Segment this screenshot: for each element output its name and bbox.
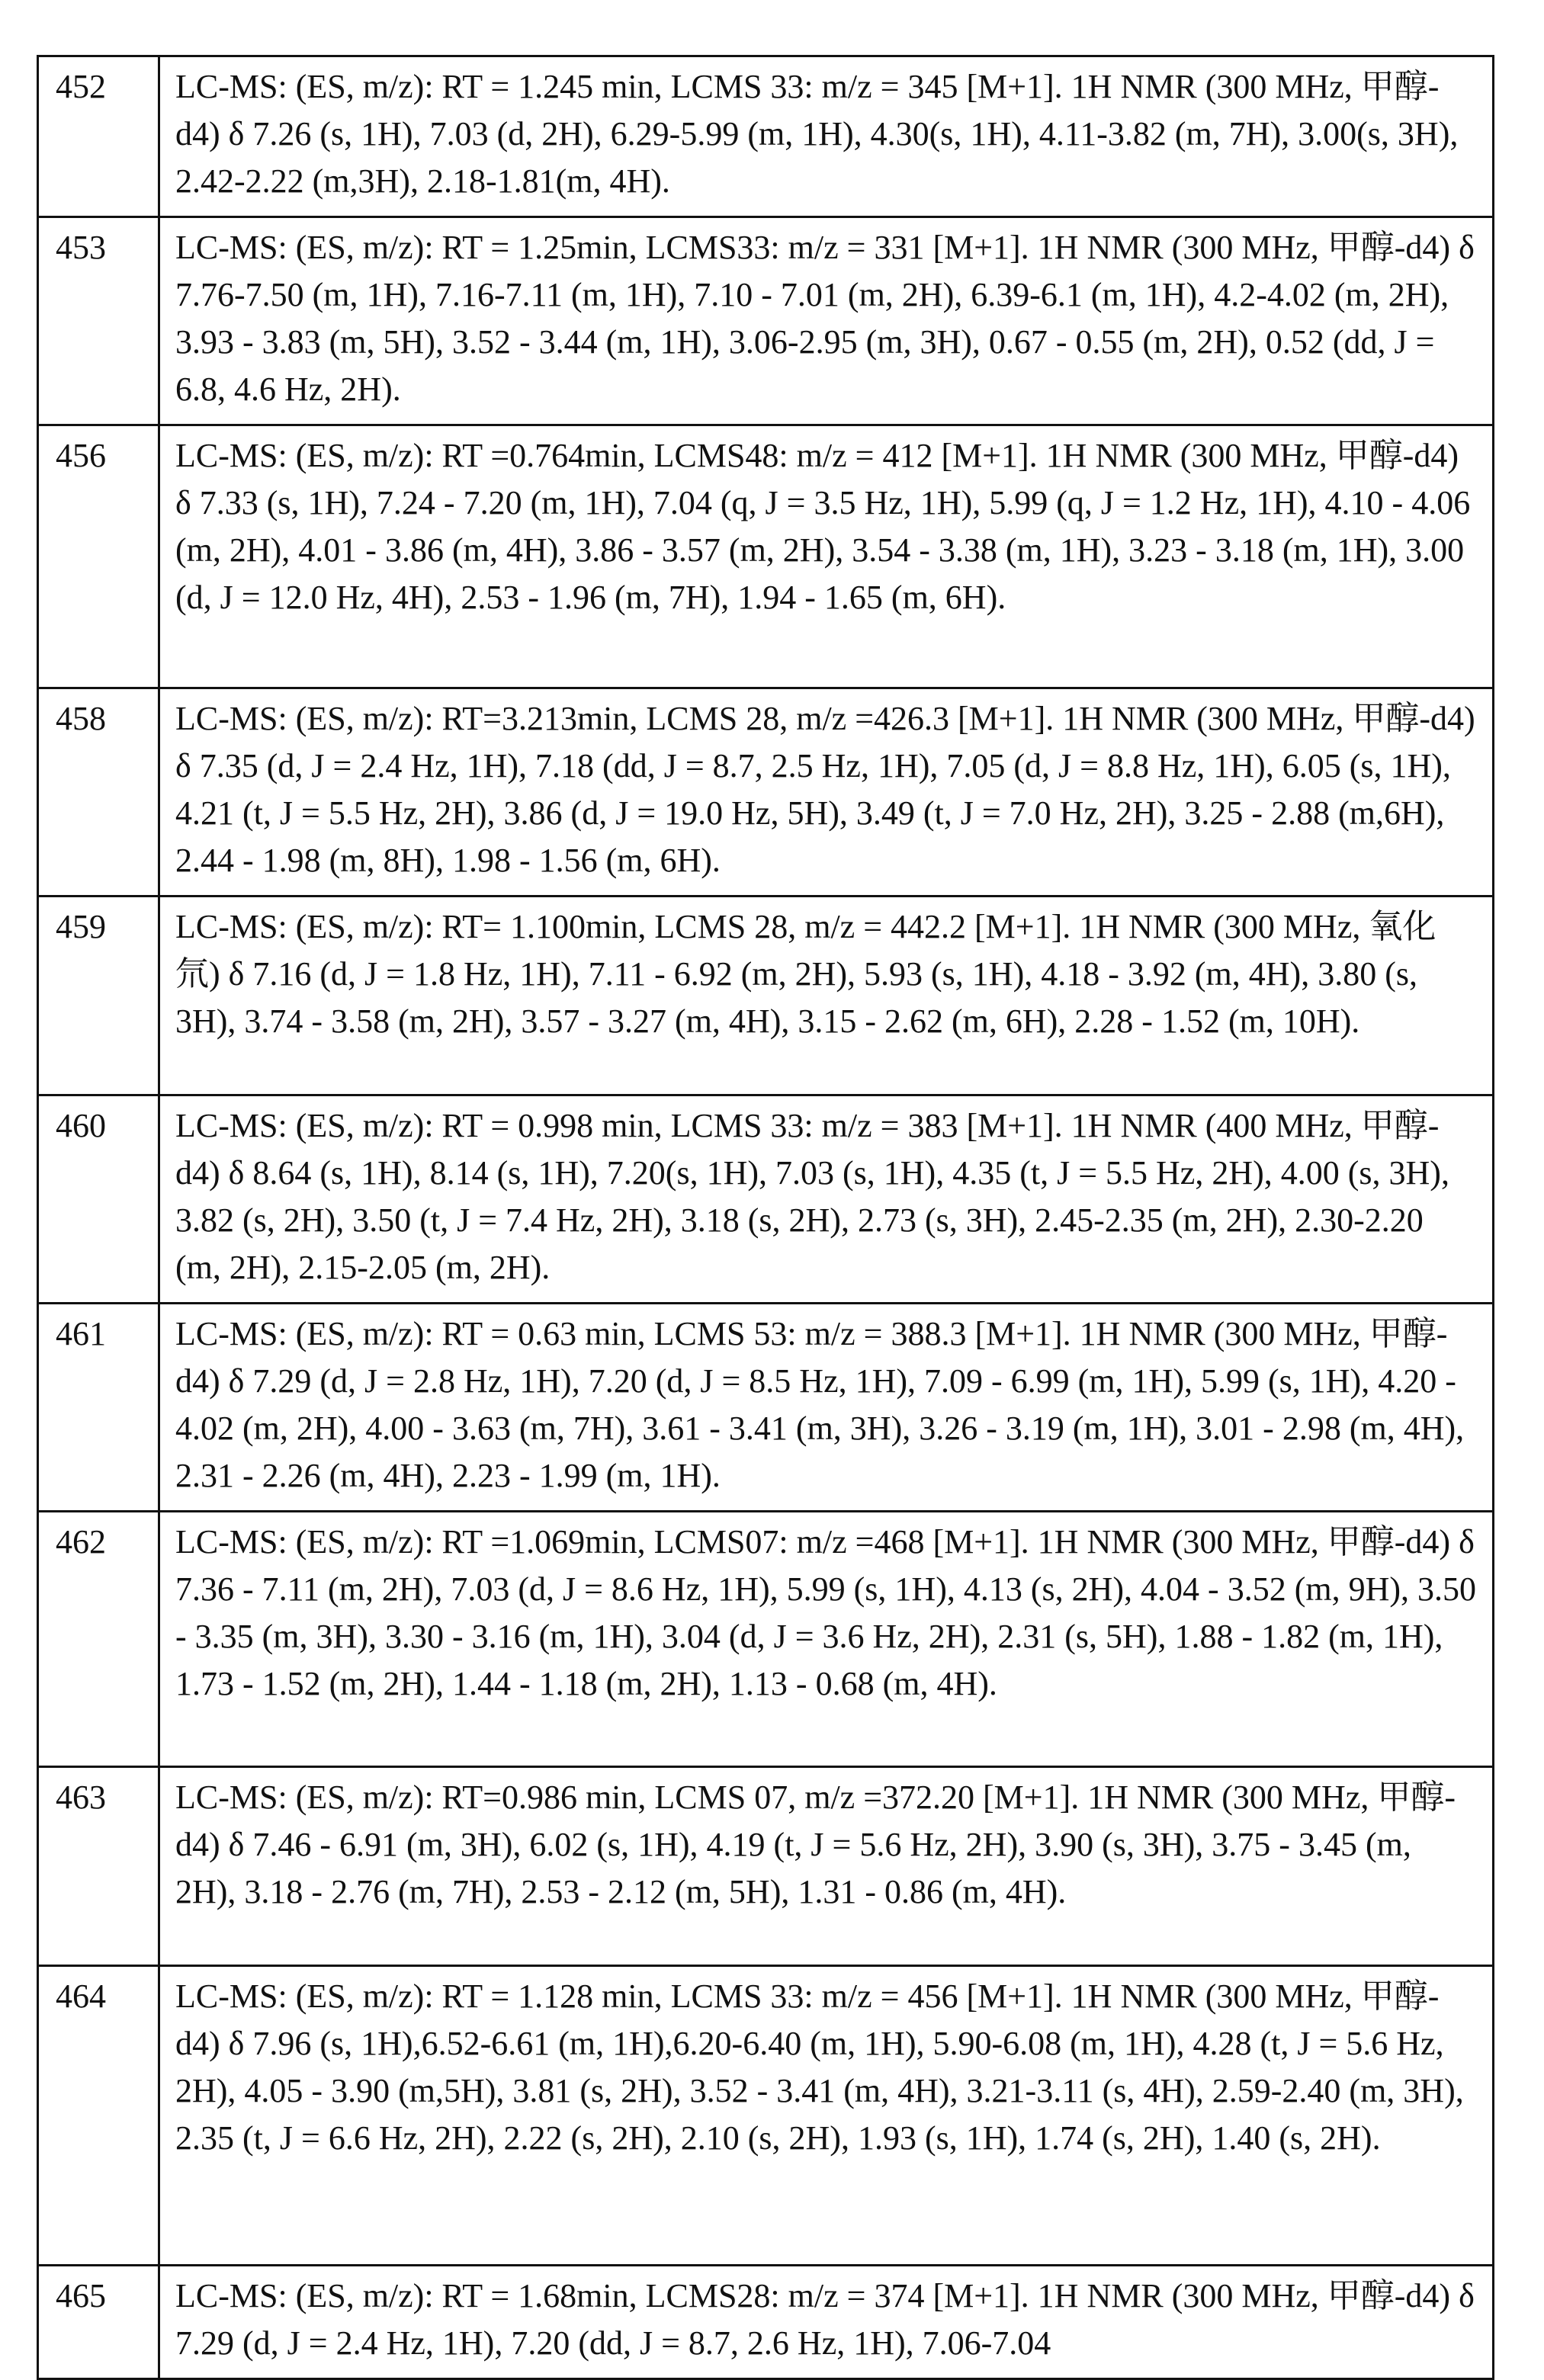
compound-characterization: LC-MS: (ES, m/z): RT = 0.998 min, LCMS 33: m/z = 383 [M+1]. 1H NMR (400 MHz, 甲醇-d4) δ 8.64 (s, 1H), 8.14 (s, 1H), 7.20(s, 1H), 7.03 (s, 1H), 4.35 (t, J = 5.5 Hz, 2H), 4.00 (s, 3H), 3.82 (s, 2H), 3.50 (t, J = 7.4 Hz, 2H), 3.18 (s, 2H), 2.73 (s, 3H), 2.45-2.35 (m, 2H), 2.30-2.20 (m, 2H), 2.15-2.05 (m, 2H). [159,1095,1494,1304]
table-row [38,217,1494,425]
compound-number: 461 [38,1304,159,1512]
compound-number: 456 [38,425,159,688]
compound-characterization: LC-MS: (ES, m/z): RT=0.986 min, LCMS 07, m/z =372.20 [M+1]. 1H NMR (300 MHz, 甲醇-d4) δ 7.46 - 6.91 (m, 3H), 6.02 (s, 1H), 4.19 (t, J = 5.6 Hz, 2H), 3.90 (s, 3H), 3.75 - 3.45 (m, 2H), 3.18 - 2.76 (m, 7H), 2.53 - 2.12 (m, 5H), 1.31 - 0.86 (m, 4H). [159,1767,1494,1966]
table-row [38,897,1494,1095]
compound-number: 452 [38,56,159,217]
compound-number: 463 [38,1767,159,1966]
compound-number: 458 [38,688,159,897]
table-row [38,1304,1494,1512]
table-row [38,1095,1494,1304]
table-row [38,425,1494,688]
compound-number: 462 [38,1512,159,1767]
compound-characterization: LC-MS: (ES, m/z): RT= 1.100min, LCMS 28, m/z = 442.2 [M+1]. 1H NMR (300 MHz, 氧化氘) δ 7.16 (d, J = 1.8 Hz, 1H), 7.11 - 6.92 (m, 2H), 5.93 (s, 1H), 4.18 - 3.92 (m, 4H), 3.80 (s, 3H), 3.74 - 3.58 (m, 2H), 3.57 - 3.27 (m, 4H), 3.15 - 2.62 (m, 6H), 2.28 - 1.52 (m, 10H). [159,897,1494,1095]
table-row [38,1966,1494,2266]
compound-number: 465 [38,2266,159,2379]
compound-characterization: LC-MS: (ES, m/z): RT=3.213min, LCMS 28, m/z =426.3 [M+1]. 1H NMR (300 MHz, 甲醇-d4) δ 7.35 (d, J = 2.4 Hz, 1H), 7.18 (dd, J = 8.7, 2.5 Hz, 1H), 7.05 (d, J = 8.8 Hz, 1H), 6.05 (s, 1H), 4.21 (t, J = 5.5 Hz, 2H), 3.86 (d, J = 19.0 Hz, 5H), 3.49 (t, J = 7.0 Hz, 2H), 3.25 - 2.88 (m,6H), 2.44 - 1.98 (m, 8H), 1.98 - 1.56 (m, 6H). [159,688,1494,897]
compound-characterization: LC-MS: (ES, m/z): RT = 1.25min, LCMS33: m/z = 331 [M+1]. 1H NMR (300 MHz, 甲醇-d4) δ 7.76-7.50 (m, 1H), 7.16-7.11 (m, 1H), 7.10 - 7.01 (m, 2H), 6.39-6.1 (m, 1H), 4.2-4.02 (m, 2H), 3.93 - 3.83 (m, 5H), 3.52 - 3.44 (m, 1H), 3.06-2.95 (m, 3H), 0.67 - 0.55 (m, 2H), 0.52 (dd, J = 6.8, 4.6 Hz, 2H). [159,217,1494,425]
compound-characterization: LC-MS: (ES, m/z): RT = 0.63 min, LCMS 53: m/z = 388.3 [M+1]. 1H NMR (300 MHz, 甲醇-d4) δ 7.29 (d, J = 2.8 Hz, 1H), 7.20 (d, J = 8.5 Hz, 1H), 7.09 - 6.99 (m, 1H), 5.99 (s, 1H), 4.20 - 4.02 (m, 2H), 4.00 - 3.63 (m, 7H), 3.61 - 3.41 (m, 3H), 3.26 - 3.19 (m, 1H), 3.01 - 2.98 (m, 4H), 2.31 - 2.26 (m, 4H), 2.23 - 1.99 (m, 1H). [159,1304,1494,1512]
table-row [38,1767,1494,1966]
compound-data-table [37,55,1494,2380]
compound-characterization: LC-MS: (ES, m/z): RT = 1.245 min, LCMS 33: m/z = 345 [M+1]. 1H NMR (300 MHz, 甲醇-d4) δ 7.26 (s, 1H), 7.03 (d, 2H), 6.29-5.99 (m, 1H), 4.30(s, 1H), 4.11-3.82 (m, 7H), 3.00(s, 3H), 2.42-2.22 (m,3H), 2.18-1.81(m, 4H). [159,56,1494,217]
compound-characterization: LC-MS: (ES, m/z): RT = 1.68min, LCMS28: m/z = 374 [M+1]. 1H NMR (300 MHz, 甲醇-d4) δ 7.29 (d, J = 2.4 Hz, 1H), 7.20 (dd, J = 8.7, 2.6 Hz, 1H), 7.06-7.04 [159,2266,1494,2379]
table-row [38,56,1494,217]
compound-number: 459 [38,897,159,1095]
compound-number: 460 [38,1095,159,1304]
compound-number: 453 [38,217,159,425]
compound-characterization: LC-MS: (ES, m/z): RT = 1.128 min, LCMS 33: m/z = 456 [M+1]. 1H NMR (300 MHz, 甲醇-d4) δ 7.96 (s, 1H),6.52-6.61 (m, 1H),6.20-6.40 (m, 1H), 5.90-6.08 (m, 1H), 4.28 (t, J = 5.6 Hz, 2H), 4.05 - 3.90 (m,5H), 3.81 (s, 2H), 3.52 - 3.41 (m, 4H), 3.21-3.11 (s, 4H), 2.59-2.40 (m, 3H), 2.35 (t, J = 6.6 Hz, 2H), 2.22 (s, 2H), 2.10 (s, 2H), 1.93 (s, 1H), 1.74 (s, 2H), 1.40 (s, 2H). [159,1966,1494,2266]
table-row [38,688,1494,897]
compound-characterization: LC-MS: (ES, m/z): RT =1.069min, LCMS07: m/z =468 [M+1]. 1H NMR (300 MHz, 甲醇-d4) δ 7.36 - 7.11 (m, 2H), 7.03 (d, J = 8.6 Hz, 1H), 5.99 (s, 1H), 4.13 (s, 2H), 4.04 - 3.52 (m, 9H), 3.50 - 3.35 (m, 3H), 3.30 - 3.16 (m, 1H), 3.04 (d, J = 3.6 Hz, 2H), 2.31 (s, 5H), 1.88 - 1.82 (m, 1H), 1.73 - 1.52 (m, 2H), 1.44 - 1.18 (m, 2H), 1.13 - 0.68 (m, 4H). [159,1512,1494,1767]
compound-characterization: LC-MS: (ES, m/z): RT =0.764min, LCMS48: m/z = 412 [M+1]. 1H NMR (300 MHz, 甲醇-d4) δ 7.33 (s, 1H), 7.24 - 7.20 (m, 1H), 7.04 (q, J = 3.5 Hz, 1H), 5.99 (q, J = 1.2 Hz, 1H), 4.10 - 4.06 (m, 2H), 4.01 - 3.86 (m, 4H), 3.86 - 3.57 (m, 2H), 3.54 - 3.38 (m, 1H), 3.23 - 3.18 (m, 1H), 3.00 (d, J = 12.0 Hz, 4H), 2.53 - 1.96 (m, 7H), 1.94 - 1.65 (m, 6H). [159,425,1494,688]
table-row [38,1512,1494,1767]
compound-number: 464 [38,1966,159,2266]
